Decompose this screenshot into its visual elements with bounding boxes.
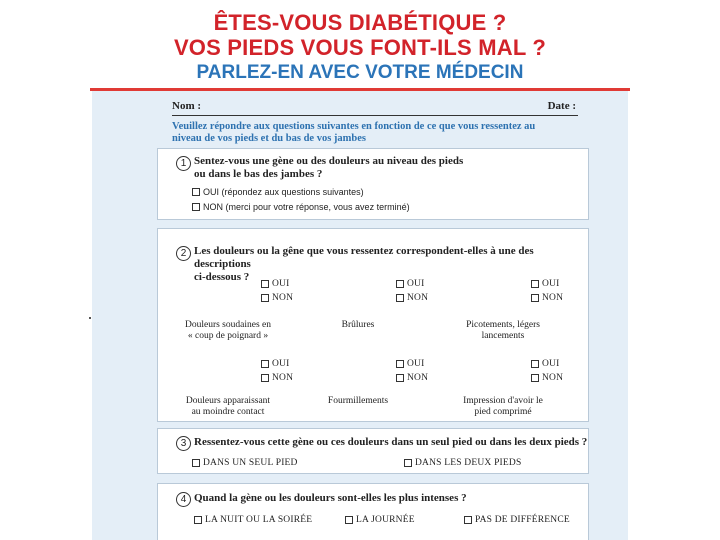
description-line: au moindre contact bbox=[191, 407, 265, 417]
q2-burning-yes[interactable] bbox=[396, 279, 425, 289]
checkbox[interactable] bbox=[261, 360, 269, 368]
checkbox[interactable] bbox=[531, 280, 539, 288]
description-tingling bbox=[448, 320, 558, 342]
yes-label: OUI bbox=[542, 359, 560, 369]
q3-both-feet-option[interactable] bbox=[404, 458, 521, 468]
question-3-panel bbox=[157, 428, 589, 474]
q1-option-yes[interactable] bbox=[192, 187, 364, 197]
q1-option-yes-label: OUI (répondez aux questions suivantes) bbox=[203, 187, 364, 197]
q4-day-label: LA JOURNÉE bbox=[356, 515, 415, 525]
q4-night-option[interactable] bbox=[194, 515, 312, 525]
q2-tingling-yes[interactable] bbox=[531, 279, 560, 289]
checkbox[interactable] bbox=[531, 294, 539, 302]
checkbox[interactable] bbox=[396, 294, 404, 302]
no-label: NON bbox=[407, 373, 429, 383]
question-4-text: Quand la gène ou les douleurs sont-elles les plus intenses ? bbox=[194, 492, 467, 504]
q4-no-difference-option[interactable] bbox=[464, 515, 570, 525]
question-2-line-1: Les douleurs ou la gêne que vous ressentez correspondent-elles à une des descriptions bbox=[194, 245, 534, 270]
yes-label: OUI bbox=[542, 279, 560, 289]
instructions-line-1: Veuillez répondre aux questions suivantes en fonction de ce que vous ressentez au bbox=[172, 121, 536, 132]
description-line: « coup de poignard » bbox=[187, 331, 269, 341]
name-date-line[interactable] bbox=[172, 115, 578, 116]
q2-burning-no[interactable] bbox=[396, 293, 428, 303]
no-label: NON bbox=[272, 373, 294, 383]
no-label: NON bbox=[542, 373, 564, 383]
description-line: Fourmillements bbox=[327, 396, 389, 406]
margin-mark bbox=[89, 317, 91, 319]
q2-pins-needles-yes[interactable] bbox=[396, 359, 425, 369]
date-label: Date : bbox=[547, 100, 576, 112]
description-line: Picotements, légers bbox=[466, 320, 540, 330]
q1-option-no-label: NON (merci pour votre réponse, vous avez terminé) bbox=[203, 202, 410, 212]
checkbox[interactable] bbox=[345, 516, 353, 524]
checkbox[interactable] bbox=[192, 459, 200, 467]
question-2-line-2: ci-dessous ? bbox=[194, 271, 250, 283]
question-number-3: 3 bbox=[176, 436, 191, 451]
checkbox[interactable] bbox=[531, 374, 539, 382]
description-sudden-stabbing-pain bbox=[168, 320, 288, 342]
q4-night-label: LA NUIT OU LA SOIRÉE bbox=[205, 515, 313, 525]
yes-label: OUI bbox=[407, 359, 425, 369]
q3-one-foot-option[interactable] bbox=[192, 458, 298, 468]
title-diabetes-question: ÊTES-VOUS DIABÉTIQUE ? bbox=[213, 10, 507, 35]
question-1-text bbox=[194, 155, 463, 181]
description-pins-and-needles bbox=[308, 396, 408, 407]
question-3-text: Ressentez-vous cette gène ou ces douleurs dans un seul pied ou dans les deux pieds ? bbox=[194, 436, 588, 448]
description-line: lancements bbox=[481, 331, 525, 341]
yes-label: OUI bbox=[272, 279, 290, 289]
checkbox[interactable] bbox=[531, 360, 539, 368]
q3-one-foot-label: DANS UN SEUL PIED bbox=[203, 458, 298, 468]
question-number-1: 1 bbox=[176, 156, 191, 171]
checkbox[interactable] bbox=[192, 188, 200, 196]
q2-pins-needles-no[interactable] bbox=[396, 373, 428, 383]
question-2-panel bbox=[157, 228, 589, 422]
description-line: Brûlures bbox=[341, 320, 375, 330]
q2-burst-pain-no[interactable] bbox=[261, 293, 293, 303]
checkbox[interactable] bbox=[396, 374, 404, 382]
question-2-text bbox=[194, 245, 588, 284]
checkbox[interactable] bbox=[396, 360, 404, 368]
q3-both-feet-label: DANS LES DEUX PIEDS bbox=[415, 458, 522, 468]
question-1-line-2: ou dans le bas des jambes ? bbox=[194, 168, 323, 180]
q2-contact-pain-no[interactable] bbox=[261, 373, 293, 383]
yes-label: OUI bbox=[407, 279, 425, 289]
q2-contact-pain-yes[interactable] bbox=[261, 359, 290, 369]
checkbox[interactable] bbox=[464, 516, 472, 524]
question-1-line-1: Sentez-vous une gène ou des douleurs au niveau des pieds bbox=[194, 155, 464, 167]
checkbox[interactable] bbox=[404, 459, 412, 467]
description-line: pied comprimé bbox=[474, 407, 532, 417]
yes-label: OUI bbox=[272, 359, 290, 369]
description-line: Impression d'avoir le bbox=[463, 396, 543, 406]
no-label: NON bbox=[542, 293, 564, 303]
description-compressed-foot bbox=[448, 396, 558, 418]
name-date-row bbox=[172, 100, 578, 116]
checkbox[interactable] bbox=[192, 203, 200, 211]
instructions-line-2: niveau de vos pieds et du bas de vos jambes bbox=[172, 133, 366, 144]
q4-day-option[interactable] bbox=[345, 515, 415, 525]
subtitle-talk-to-doctor: PARLEZ-EN AVEC VOTRE MÉDECIN bbox=[196, 62, 524, 83]
q2-burst-pain-yes[interactable] bbox=[261, 279, 290, 289]
q2-compressed-foot-no[interactable] bbox=[531, 373, 563, 383]
q2-compressed-foot-yes[interactable] bbox=[531, 359, 560, 369]
description-contact-pain bbox=[168, 396, 288, 418]
checkbox[interactable] bbox=[261, 374, 269, 382]
checkbox[interactable] bbox=[194, 516, 202, 524]
question-number-4: 4 bbox=[176, 492, 191, 507]
description-line: Douleurs soudaines en bbox=[184, 320, 271, 330]
no-label: NON bbox=[272, 293, 294, 303]
no-label: NON bbox=[407, 293, 429, 303]
q4-no-difference-label: PAS DE DIFFÉRENCE bbox=[475, 515, 570, 525]
question-1-panel bbox=[157, 148, 589, 220]
question-4-panel bbox=[157, 483, 589, 540]
q2-tingling-no[interactable] bbox=[531, 293, 563, 303]
title-feet-pain-question: VOS PIEDS VOUS FONT-ILS MAL ? bbox=[173, 35, 547, 60]
instructions bbox=[172, 121, 584, 145]
name-label: Nom : bbox=[172, 100, 202, 112]
checkbox[interactable] bbox=[261, 280, 269, 288]
description-line: Douleurs apparaissant bbox=[185, 396, 271, 406]
description-burning bbox=[318, 320, 398, 331]
checkbox[interactable] bbox=[396, 280, 404, 288]
question-number-2: 2 bbox=[176, 246, 191, 261]
checkbox[interactable] bbox=[261, 294, 269, 302]
q1-option-no[interactable] bbox=[192, 202, 410, 212]
